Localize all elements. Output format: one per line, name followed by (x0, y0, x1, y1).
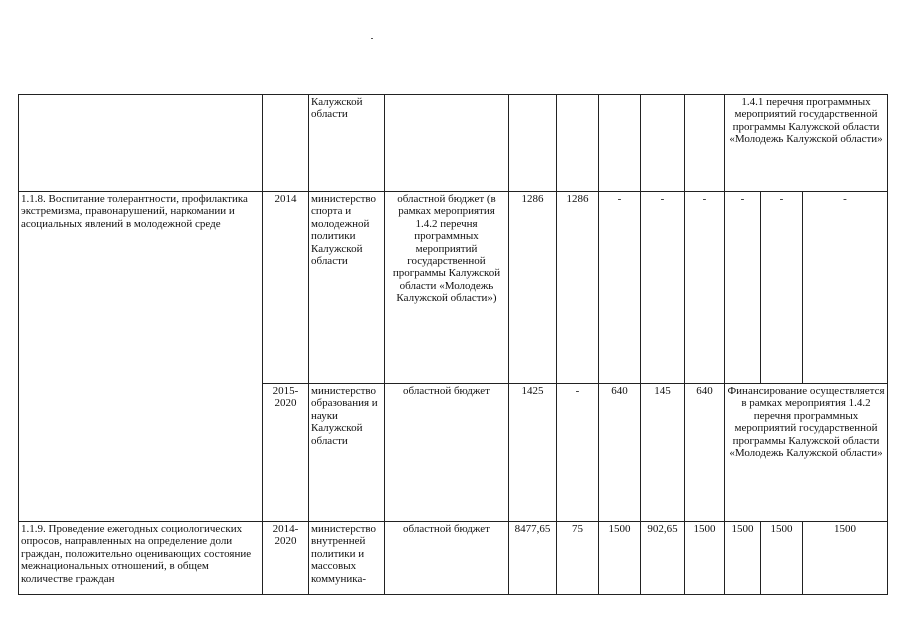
value-2020-cell: - (803, 192, 888, 384)
funding-source-cell: областной бюджет (385, 384, 509, 522)
value-2018-cell: 1500 (725, 522, 761, 595)
years-cell: 2014 (263, 192, 309, 384)
value-2014-cell: 75 (557, 522, 599, 595)
total-value-cell: 8477,65 (509, 522, 557, 595)
value-2020-cell: 1500 (803, 522, 888, 595)
table-row (19, 95, 888, 192)
value-2017-cell: 640 (685, 384, 725, 522)
funding-source-cell: областной бюджет (385, 522, 509, 595)
measure-name-cell (19, 95, 263, 192)
financing-note-cell: Финансирование осуществляется в рамках мероприятия 1.4.2 перечня программных мероприятий государственной программы Калужской области «Молодежь Калужской области» (725, 384, 888, 522)
table-row (19, 192, 888, 384)
scan-speck (371, 38, 373, 39)
executor-cell: Калужской области (309, 95, 385, 192)
value-2016-cell: 145 (641, 384, 685, 522)
value-2015-cell: 1500 (599, 522, 641, 595)
value-cell (685, 95, 725, 192)
value-2018-cell: - (725, 192, 761, 384)
budget-table (18, 94, 888, 595)
executor-cell: министерство внутренней политики и массовых коммуника- (309, 522, 385, 595)
value-2019-cell: 1500 (761, 522, 803, 595)
years-cell: 2014-2020 (263, 522, 309, 595)
financing-note-cell: 1.4.1 перечня программных мероприятий государственной программы Калужской области «Молодежь Калужской области» (725, 95, 888, 192)
executor-cell: министерство спорта и молодежной политики Калужской области (309, 192, 385, 384)
value-2019-cell: - (761, 192, 803, 384)
value-cell (641, 95, 685, 192)
value-2015-cell: 640 (599, 384, 641, 522)
total-value-cell: 1286 (509, 192, 557, 384)
value-2017-cell: - (685, 192, 725, 384)
value-2016-cell: 902,65 (641, 522, 685, 595)
measure-name-cell: 1.1.8. Воспитание толерантности, профилактика экстремизма, правонарушений, наркомании и асоциальных явлений в молодежной среде (19, 192, 263, 522)
executor-cell: министерство образования и науки Калужской области (309, 384, 385, 522)
total-value-cell: 1425 (509, 384, 557, 522)
value-2017-cell: 1500 (685, 522, 725, 595)
measure-name-cell: 1.1.9. Проведение ежегодных социологических опросов, направленных на определение доли граждан, положительно оценивающих состояние межнациональных отношений, в общем количестве граждан (19, 522, 263, 595)
value-2016-cell: - (641, 192, 685, 384)
value-cell (557, 95, 599, 192)
funding-source-cell (385, 95, 509, 192)
value-cell (599, 95, 641, 192)
value-2014-cell: - (557, 384, 599, 522)
value-2014-cell: 1286 (557, 192, 599, 384)
years-cell: 2015-2020 (263, 384, 309, 522)
years-cell (263, 95, 309, 192)
value-cell (509, 95, 557, 192)
value-2015-cell: - (599, 192, 641, 384)
funding-source-cell: областной бюджет (в рамках мероприятия 1.4.2 перечня программных мероприятий государственной программы Калужской области «Молодежь Калужской области») (385, 192, 509, 384)
table-row (19, 522, 888, 595)
